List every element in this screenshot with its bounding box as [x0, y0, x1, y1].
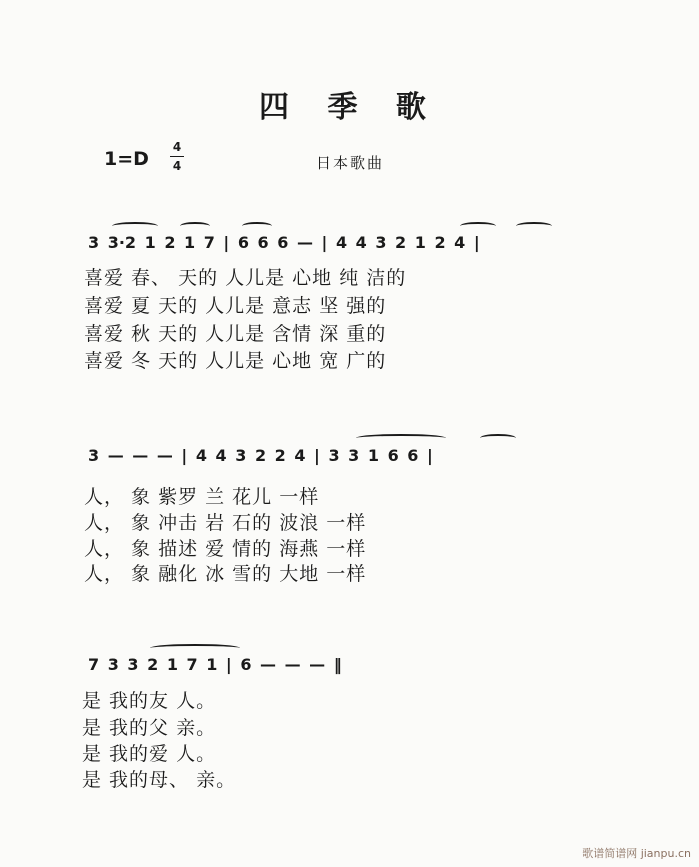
- lyric-line: 喜爱 春、 天的 人儿是 心地 纯 洁的: [84, 267, 407, 289]
- song-title: 四 季 歌: [259, 90, 440, 125]
- lyric-line: 喜爱 夏 天的 人儿是 意志 坚 强的: [84, 295, 387, 317]
- lyric-line: 喜爱 冬 天的 人儿是 心地 宽 广的: [84, 350, 387, 372]
- slur: [112, 222, 158, 230]
- time-sig-bottom: 4: [172, 159, 182, 173]
- lyric-line: 人， 象 描述 爱 情的 海燕 一样: [84, 538, 367, 560]
- song-origin: 日本歌曲: [316, 154, 385, 172]
- watermark: 歌谱简谱网 jianpu.cn: [582, 847, 691, 860]
- time-sig-bar: [170, 156, 184, 157]
- staff-notes: 3 3·2 1 2 1 7 | 6 6 6 — | 4 4 3 2 1 2 4 |: [88, 233, 480, 252]
- lyric-line: 人， 象 紫罗 兰 花儿 一样: [84, 486, 320, 508]
- time-signature: [170, 139, 184, 174]
- slur: [480, 434, 516, 442]
- staff-notes: 7 3 3 2 1 7 1 | 6 — — — ‖: [88, 655, 342, 674]
- slur: [460, 222, 496, 230]
- lyric-line: 人， 象 冲击 岩 石的 波浪 一样: [84, 512, 367, 534]
- staff-notes: 3 — — — | 4 4 3 2 2 4 | 3 3 1 6 6 |: [88, 446, 433, 465]
- lyric-line: 人， 象 融化 冰 雪的 大地 一样: [84, 563, 367, 585]
- lyric-line: 是 我的母、 亲。: [82, 769, 237, 791]
- time-sig-top: 4: [172, 140, 182, 154]
- slur: [150, 644, 240, 652]
- slur: [516, 222, 552, 230]
- slur: [356, 434, 446, 442]
- slur: [242, 222, 272, 230]
- lyric-line: 是 我的友 人。: [82, 690, 217, 712]
- slur: [180, 222, 210, 230]
- lyric-line: 是 我的父 亲。: [82, 717, 217, 739]
- key-signature: 1=D: [104, 148, 149, 170]
- lyric-line: 喜爱 秋 天的 人儿是 含情 深 重的: [84, 323, 387, 345]
- lyric-line: 是 我的爱 人。: [82, 743, 217, 765]
